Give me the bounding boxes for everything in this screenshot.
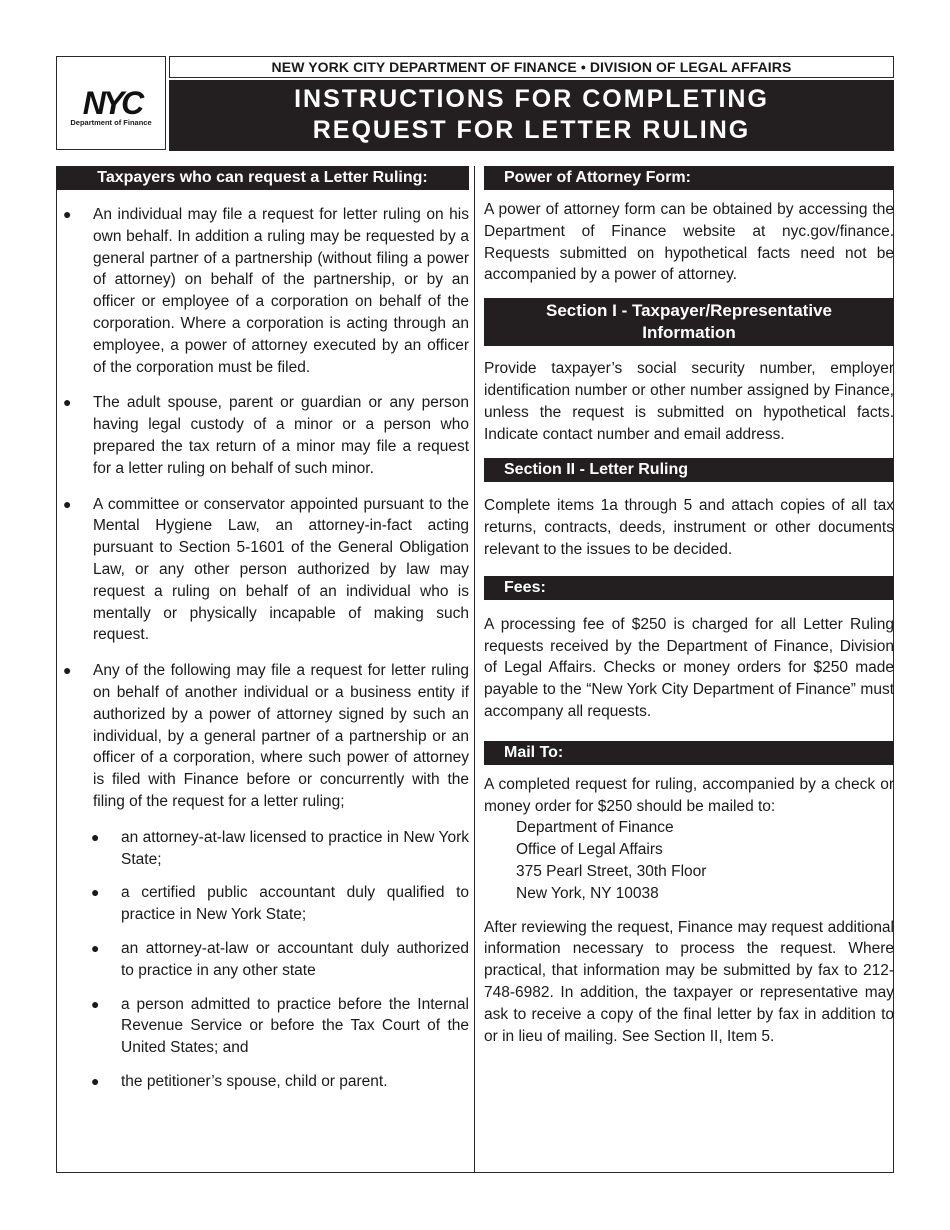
section-1-heading-line-1: Section I - Taxpayer/Representative <box>546 301 832 321</box>
title-line-2: REQUEST FOR LETTER RULING <box>312 116 751 144</box>
mailing-address <box>484 817 894 904</box>
title-line-1: INSTRUCTIONS FOR COMPLETING <box>294 85 769 113</box>
section-2-text: Complete items 1a through 5 and attach copies of all tax returns, contracts, deeds, instrument or other documents relevant to the issues to be decided. <box>484 497 894 558</box>
list-item: ● an attorney-at-law or accountant duly authorized to practice in any other state <box>91 939 469 979</box>
document-title <box>169 80 894 151</box>
address-line: Office of Legal Affairs <box>516 841 663 859</box>
list-item: ● the petitioner’s spouse, child or parent. <box>56 1071 469 1093</box>
bullet-icon: ● <box>91 884 100 901</box>
eligibility-list <box>56 204 469 813</box>
left-column <box>56 166 469 1093</box>
section-1-heading-line-2: Information <box>642 323 736 343</box>
list-item: ● an attorney-at-law licensed to practice in New York State; <box>91 828 469 868</box>
address-line: New York, NY 10038 <box>516 884 659 902</box>
mail-to-text: A completed request for ruling, accompanied by a check or money order for $250 should be mailed to: <box>484 775 894 815</box>
column-divider <box>474 166 475 1173</box>
section-1-heading <box>484 298 894 346</box>
list-item: ● An individual may file a request for letter ruling on his own behalf. In addition a ruling may be requested by a general partner of a partnership (without filing a power of attorney) on behalf of the partnership, or by an officer or employee of a corporation on behalf of the corporation. Where a corporation is acting through an employee, a power of attorney executed by an officer of the corporation must be filed. <box>63 206 469 376</box>
bullet-icon: ● <box>63 394 72 411</box>
taxpayers-heading: Taxpayers who can request a Letter Ruling: <box>56 166 469 190</box>
section-2-heading: Section II - Letter Ruling <box>484 458 894 482</box>
bullet-icon: ● <box>63 662 72 679</box>
mail-to-heading: Mail To: <box>484 741 894 765</box>
bullet-icon: ● <box>91 939 100 956</box>
closing-text: After reviewing the request, Finance may request additional information necessary to process the request. Where practical, that information may be submitted by fax to 212-748-6982. In addition, the taxpayer or representative may ask to receive a copy of the final letter by fax in addition to or in lieu of mailing. See Section II, Item 5. <box>484 918 894 1045</box>
fees-heading: Fees: <box>484 576 894 600</box>
address-line: 375 Pearl Street, 30th Floor <box>516 862 707 880</box>
right-column <box>484 166 894 1047</box>
bullet-icon: ● <box>91 1072 100 1089</box>
list-item: ● a person admitted to practice before the Internal Revenue Service or before the Tax Court of the United States; and <box>91 995 469 1057</box>
power-of-attorney-heading: Power of Attorney Form: <box>484 166 894 190</box>
nyc-logo-mark <box>69 89 155 117</box>
bullet-icon: ● <box>63 495 72 512</box>
address-line: Department of Finance <box>516 819 674 837</box>
nyc-logo-text: NYC <box>82 89 142 117</box>
bullet-icon: ● <box>91 995 100 1012</box>
logo-department-label: Department of Finance <box>70 118 152 127</box>
list-item: ● Any of the following may file a request for letter ruling on behalf of another individual or a business entity if authorized by a power of attorney signed by such an individual, by a general partner of a partnership or an officer of a corporation, where such power of attorney is filed with Finance before or concurrently with the filing of the request for a letter ruling; <box>63 662 469 810</box>
bullet-icon: ● <box>91 828 100 845</box>
section-1-text: Provide taxpayer’s social security number, employer identification number or other number assigned by Finance, unless the request is submitted on hypothetical facts. Indicate contact number and email address. <box>484 360 894 443</box>
list-item: ● A committee or conservator appointed pursuant to the Mental Hygiene Law, an attorney-in-fact acting pursuant to Section 5-1601 of the General Obligation Law, or any other person authorized by law may request a ruling on behalf of an individual who is mentally or physically incapable of making such request. <box>63 495 469 644</box>
power-of-attorney-text: A power of attorney form can be obtained by accessing the Department of Finance website at nyc.gov/finance. Requests submitted on hypothetical facts need not be accompanied by a power of attorney. <box>484 201 894 284</box>
authorized-representatives-list <box>56 827 469 1093</box>
agency-name: NEW YORK CITY DEPARTMENT OF FINANCE • DIVISION OF LEGAL AFFAIRS <box>169 56 894 78</box>
nyc-logo <box>56 56 166 150</box>
list-item: ● The adult spouse, parent or guardian or any person having legal custody of a minor or a person who prepared the tax return of a minor may file a request for a letter ruling on behalf of such minor. <box>63 394 469 477</box>
list-item: ● a certified public accountant duly qualified to practice in New York State; <box>91 884 469 924</box>
bullet-icon: ● <box>63 206 72 222</box>
fees-text: A processing fee of $250 is charged for all Letter Ruling requests received by the Department of Finance, Division of Legal Affairs. Checks or money orders for $250 made payable to the “New York City Department of Finance” must accompany all requests. <box>484 615 894 720</box>
